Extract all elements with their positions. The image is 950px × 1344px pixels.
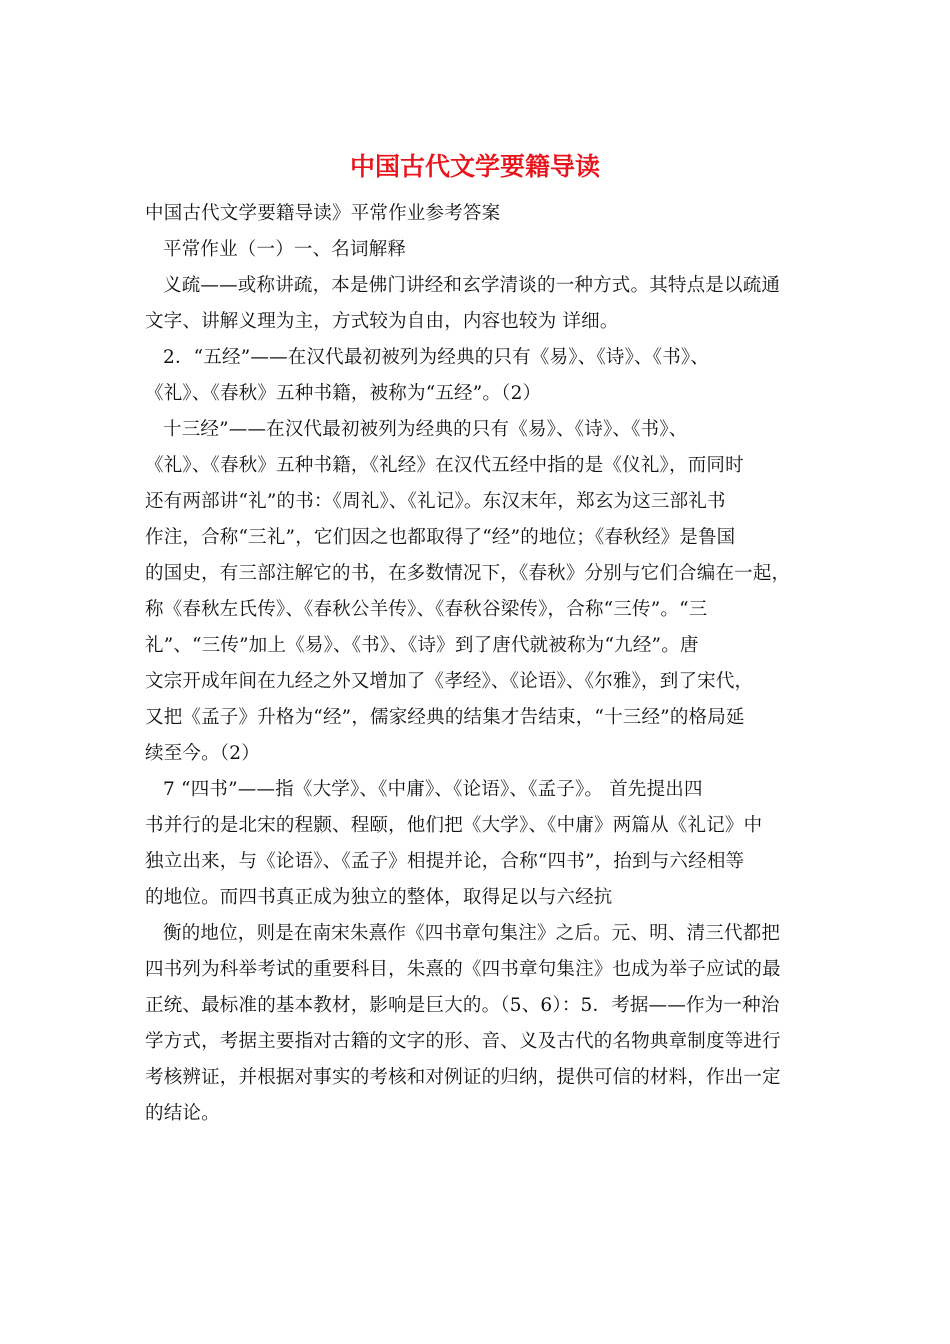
text-line: 平常作业（一）一、名词解释	[163, 239, 407, 260]
text-line: 礼”、“三传”加上《易》、《书》、《诗》到了唐代就被称为“九经”。唐	[145, 635, 699, 656]
text-line: 衡的地位，则是在南宋朱熹作《四书章句集注》之后。元、明、清三代都把	[163, 923, 781, 944]
text-line: 称《春秋左氏传》、《春秋公羊传》、《春秋谷梁传》，合称“三传”。“三	[145, 599, 708, 620]
text-line: 续至今。（2）	[145, 743, 260, 764]
text-line: 学方式，考据主要指对古籍的文字的形、音、义及古代的名物典章制度等进行	[145, 1031, 781, 1052]
text-line: 《礼》、《春秋》五种书籍，被称为“五经”。（2）	[145, 383, 542, 404]
document-body	[145, 196, 809, 1132]
text-line: 的国史，有三部注解它的书，在多数情况下，《春秋》分别与它们合编在一起，	[145, 563, 791, 584]
text-line: 文宗开成年间在九经之外又增加了《孝经》、《论语》、《尔雅》，到了宋代，	[145, 671, 754, 692]
text-line: 的结论。	[145, 1103, 220, 1124]
text-line: 中国古代文学要籍导读》平常作业参考答案	[145, 203, 501, 224]
text-line: 作注，合称“三礼”，它们因之也都取得了“经”的地位；《春秋经》是鲁国	[145, 527, 736, 548]
text-line: 正统、最标准的基本教材，影响是巨大的。（5、6）：5．考据——作为一种治	[145, 995, 780, 1016]
text-line: 义疏——或称讲疏，本是佛门讲经和玄学清谈的一种方式。其特点是以疏通	[163, 275, 781, 296]
text-line: 的地位。而四书真正成为独立的整体，取得足以与六经抗	[145, 887, 613, 908]
text-line: 文字、讲解义理为主，方式较为自由，内容也较为 详细。	[145, 311, 619, 332]
text-line: 独立出来，与《论语》、《孟子》相提并论，合称“四书”，抬到与六经相等	[145, 851, 745, 872]
text-line: 十三经”——在汉代最初被列为经典的只有《易》、《诗》、《书》、	[163, 419, 688, 440]
text-line: 《礼》、《春秋》五种书籍，《礼经》在汉代五经中指的是《仪礼》，而同时	[145, 455, 744, 476]
text-line: 四书列为科举考试的重要科目，朱熹的《四书章句集注》也成为举子应试的最	[145, 959, 781, 980]
text-line: 还有两部讲“礼”的书：《周礼》、《礼记》。东汉末年，郑玄为这三部礼书	[145, 491, 726, 512]
document-title: 中国古代文学要籍导读	[349, 152, 600, 181]
text-line: 考核辨证，并根据对事实的考核和对例证的归纳，提供可信的材料，作出一定	[145, 1067, 781, 1088]
text-line: 7 “四书”——指《大学》、《中庸》、《论语》、《孟子》。 首先提出四	[163, 779, 703, 800]
text-line: 2．“五经”——在汉代最初被列为经典的只有《易》、《诗》、《书》、	[163, 347, 710, 368]
text-line: 书并行的是北宋的程颢、程颐，他们把《大学》、《中庸》两篇从《礼记》中	[145, 815, 763, 836]
text-line: 又把《孟子》升格为“经”，儒家经典的结集才告结束，“十三经”的格局延	[145, 707, 745, 728]
